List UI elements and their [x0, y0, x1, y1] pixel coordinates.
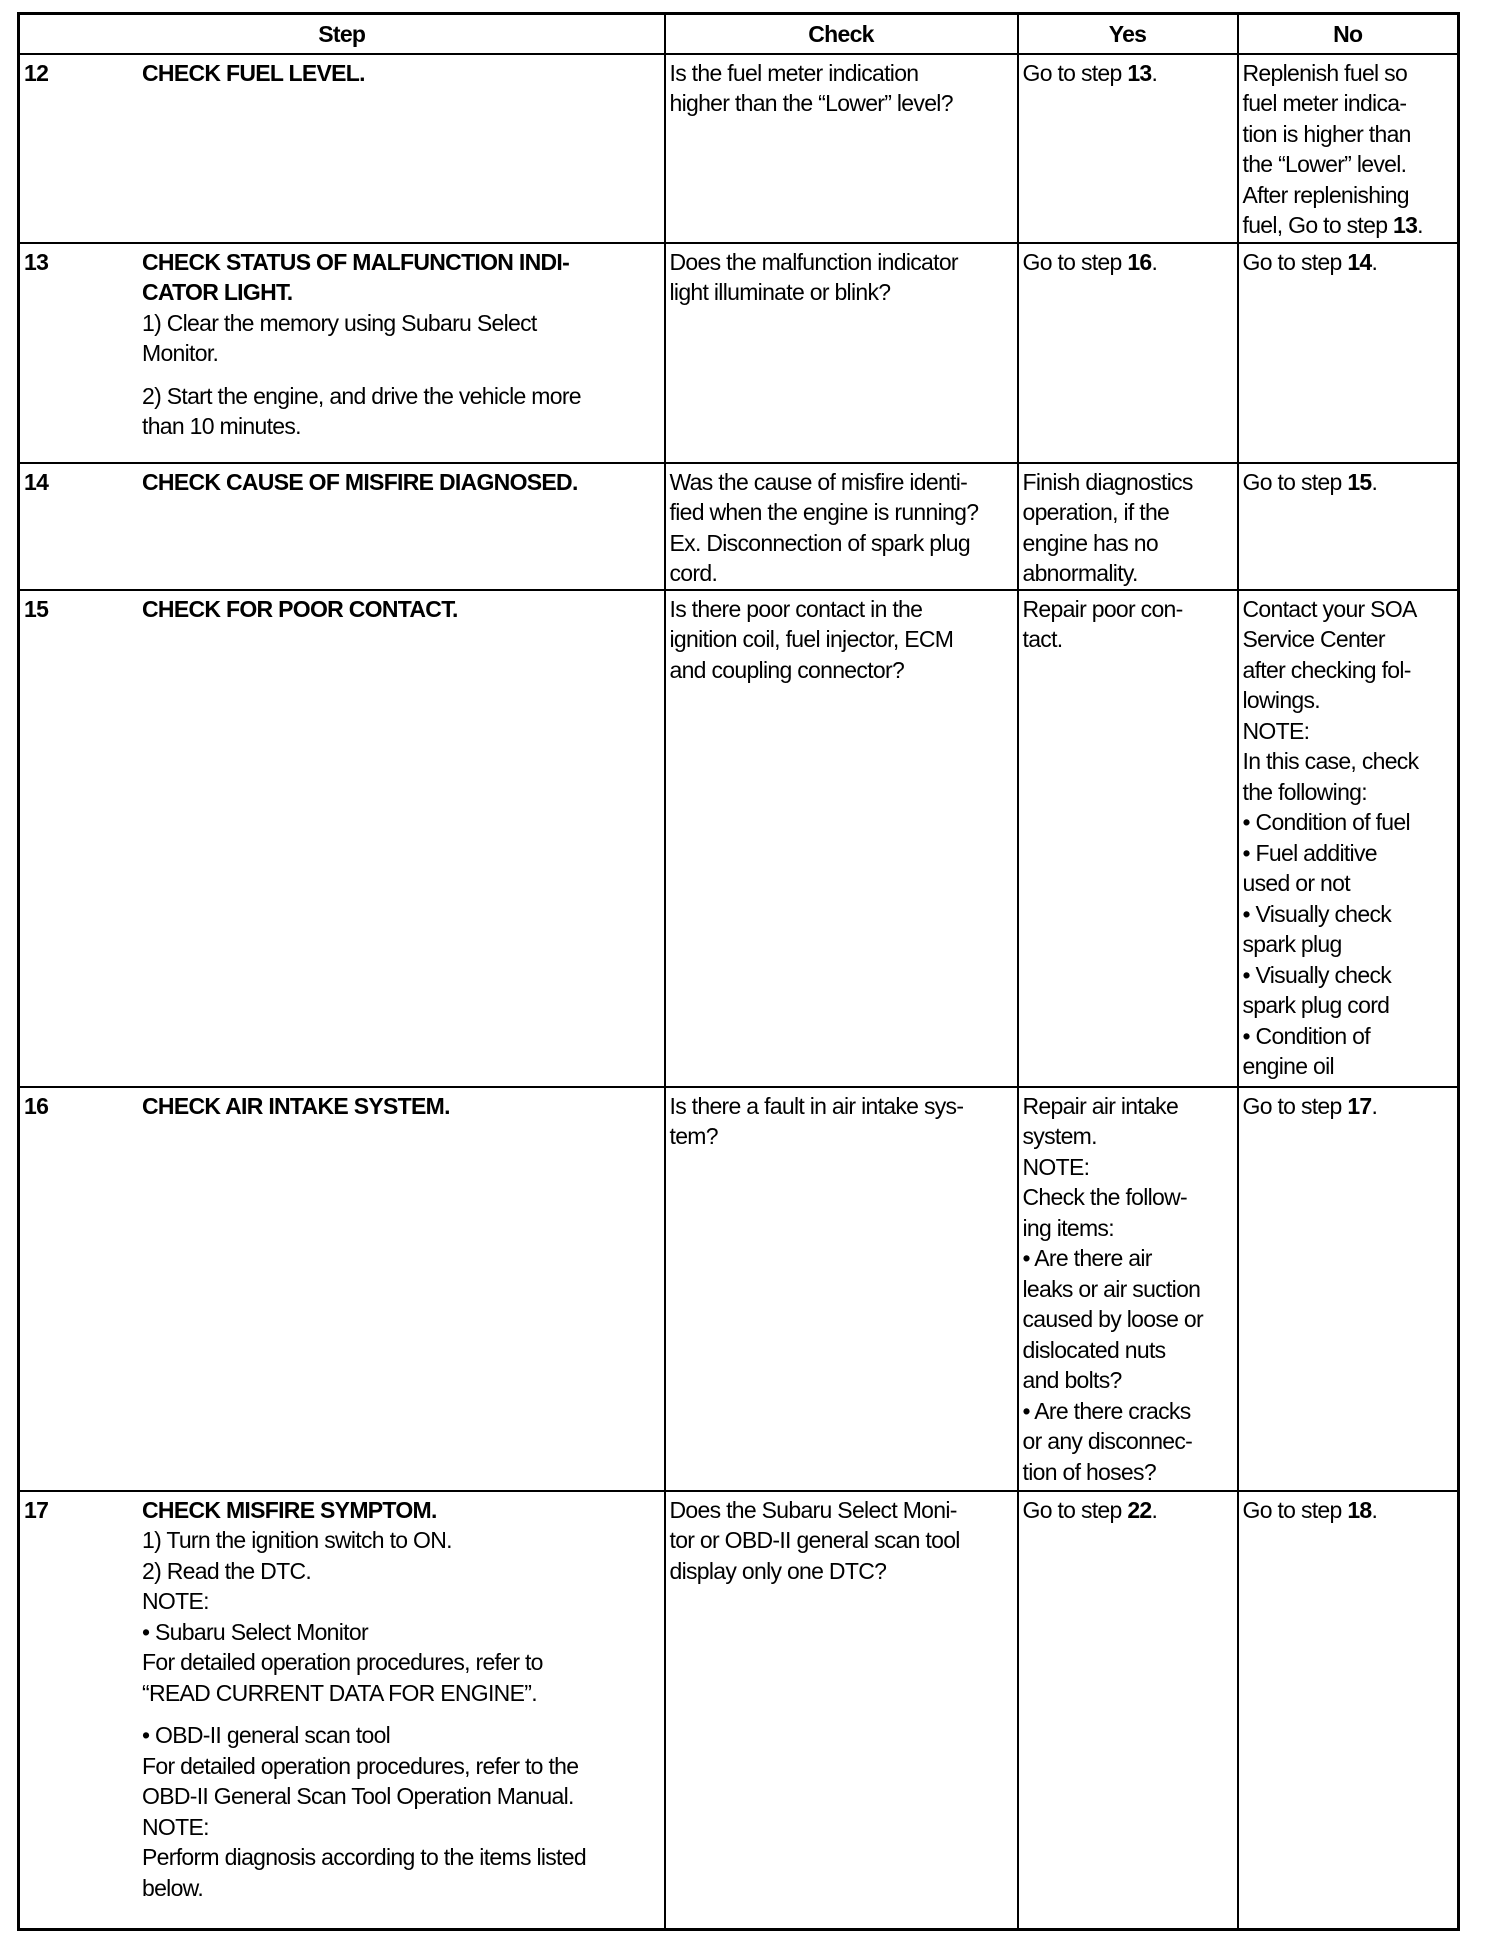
header-check: Check	[665, 14, 1018, 54]
header-step: Step	[19, 14, 665, 54]
text-segment: “READ CURRENT DATA FOR ENGINE”.	[142, 1679, 537, 1706]
text-segment: Service Center	[1242, 626, 1385, 652]
text-segment: after checking fol-	[1242, 656, 1411, 683]
text-line	[1023, 1213, 1233, 1244]
text-line	[1243, 1091, 1454, 1122]
text-segment: below.	[142, 1874, 204, 1901]
text-line	[1243, 247, 1454, 278]
table-row	[19, 463, 1459, 590]
no-cell	[1238, 1087, 1459, 1491]
text-segment: light illuminate or blink?	[669, 279, 891, 305]
bold-text: CHECK FUEL LEVEL.	[142, 59, 365, 86]
text-line	[142, 1556, 660, 1587]
text-segment: and coupling connector?	[669, 656, 905, 683]
bold-text: 15	[1347, 468, 1372, 495]
text-segment: Go to step	[1022, 1496, 1128, 1523]
text-line	[142, 369, 660, 381]
no-cell	[1238, 463, 1459, 590]
text-segment: Go to step	[1242, 248, 1348, 275]
text-segment: NOTE:	[1022, 1153, 1090, 1180]
text-segment: • Subaru Select Monitor	[142, 1618, 368, 1645]
step-number: 14	[24, 468, 49, 495]
step-description	[142, 1495, 660, 1904]
bold-text: 16	[1127, 248, 1152, 275]
step-number: 16	[24, 1092, 49, 1119]
text-segment: .	[1151, 59, 1158, 86]
check-cell	[665, 1087, 1018, 1491]
text-segment: 2) Read the DTC.	[142, 1557, 312, 1584]
text-line	[1023, 1396, 1233, 1427]
yes-cell	[1018, 1491, 1238, 1930]
text-line	[1023, 58, 1233, 89]
bold-text: CHECK CAUSE OF MISFIRE DIAGNOSED.	[142, 468, 578, 495]
yes-cell	[1018, 463, 1238, 590]
text-segment: Does the malfunction indicator	[669, 248, 958, 275]
text-line	[142, 1812, 660, 1843]
step-cell	[19, 463, 665, 590]
text-line	[142, 1495, 660, 1526]
text-line	[1023, 1426, 1233, 1457]
text-line	[670, 247, 1013, 278]
text-line	[142, 1720, 660, 1751]
bold-text: CATOR LIGHT.	[142, 279, 293, 305]
text-segment: After replenishing	[1242, 181, 1409, 208]
text-line	[670, 58, 1013, 89]
text-segment: Is the fuel meter indication	[669, 59, 919, 86]
text-segment: NOTE:	[142, 1813, 209, 1840]
text-line	[1243, 1495, 1454, 1526]
text-line	[1243, 88, 1454, 119]
step-cell	[19, 590, 665, 1087]
text-line	[1023, 594, 1233, 625]
text-line	[1243, 594, 1454, 625]
text-segment: operation, if the	[1022, 499, 1170, 525]
text-segment: display only one DTC?	[669, 1557, 887, 1584]
check-cell	[665, 463, 1018, 590]
check-cell	[665, 1491, 1018, 1930]
step-description	[142, 247, 660, 442]
text-segment: tion is higher than	[1242, 120, 1411, 147]
text-segment: Replenish fuel so	[1242, 59, 1408, 86]
check-cell	[665, 590, 1018, 1087]
text-line	[142, 467, 660, 498]
text-line	[1243, 210, 1454, 241]
text-segment: Repair air intake	[1022, 1092, 1179, 1119]
text-segment: .	[1417, 212, 1423, 238]
text-line	[1243, 929, 1454, 960]
text-segment: Is there a fault in air intake sys-	[669, 1092, 964, 1119]
text-line	[670, 594, 1013, 625]
bold-text: CHECK STATUS OF MALFUNCTION INDI-	[142, 248, 570, 275]
step-description	[142, 58, 660, 89]
text-segment: Go to step	[1022, 59, 1128, 86]
text-line	[1243, 467, 1454, 498]
text-line	[1243, 624, 1454, 655]
text-line	[670, 1525, 1013, 1556]
text-segment: lowings.	[1242, 687, 1320, 713]
text-line	[142, 1842, 660, 1873]
text-segment: OBD-II General Scan Tool Operation Manual.	[142, 1783, 574, 1809]
text-segment: tion of hoses?	[1022, 1458, 1156, 1485]
text-line	[1243, 990, 1454, 1021]
text-line	[142, 1751, 660, 1782]
text-segment: • Visually check	[1242, 961, 1392, 988]
text-segment: dislocated nuts	[1022, 1336, 1166, 1363]
text-segment: used or not	[1242, 870, 1350, 896]
text-segment: Go to step	[1022, 248, 1128, 275]
bold-text: CHECK FOR POOR CONTACT.	[142, 595, 458, 622]
text-segment: .	[1151, 1496, 1158, 1523]
text-line	[142, 1873, 660, 1904]
text-line	[670, 624, 1013, 655]
text-segment: fied when the engine is running?	[669, 499, 979, 525]
table-row	[19, 1087, 1459, 1491]
text-line	[1023, 467, 1233, 498]
text-line	[1023, 497, 1233, 528]
text-segment: spark plug cord	[1242, 992, 1390, 1018]
text-segment: than 10 minutes.	[142, 413, 301, 439]
header-row	[19, 14, 1459, 54]
text-line	[1023, 1243, 1233, 1274]
text-line	[1023, 1091, 1233, 1122]
text-segment: Monitor.	[142, 340, 219, 366]
text-line	[1243, 119, 1454, 150]
text-segment: • OBD-II general scan tool	[142, 1722, 391, 1748]
bold-text: CHECK AIR INTAKE SYSTEM.	[142, 1092, 450, 1119]
text-segment: • Condition of	[1242, 1022, 1370, 1049]
text-line	[142, 411, 660, 442]
text-segment: and bolts?	[1022, 1367, 1122, 1393]
text-line	[670, 1121, 1013, 1152]
text-line	[142, 1586, 660, 1617]
text-segment: NOTE:	[1242, 717, 1310, 744]
text-line	[1023, 1457, 1233, 1488]
text-line	[670, 88, 1013, 119]
text-line	[142, 247, 660, 278]
text-segment: abnormality.	[1022, 560, 1138, 586]
text-segment: For detailed operation procedures, refer to	[142, 1649, 543, 1675]
text-segment: 2) Start the engine, and drive the vehicle more	[142, 382, 581, 409]
text-line	[1023, 528, 1233, 559]
text-segment: leaks or air suction	[1022, 1275, 1201, 1302]
text-line	[1023, 558, 1233, 589]
text-line	[142, 58, 660, 89]
text-segment: tact.	[1022, 626, 1063, 652]
text-line	[1023, 1274, 1233, 1305]
text-line	[1243, 960, 1454, 991]
text-segment: or any disconnec-	[1022, 1428, 1193, 1454]
text-line	[1023, 624, 1233, 655]
text-line	[1243, 807, 1454, 838]
table-row	[19, 54, 1459, 243]
text-segment: .	[1371, 248, 1378, 275]
text-line	[670, 558, 1013, 589]
text-segment: Ex. Disconnection of spark plug	[669, 529, 970, 556]
text-segment: system.	[1022, 1123, 1097, 1149]
text-line	[142, 594, 660, 625]
step-cell	[19, 1491, 665, 1930]
text-line	[1023, 1152, 1233, 1183]
text-line	[1243, 868, 1454, 899]
text-segment: • Are there cracks	[1022, 1397, 1191, 1424]
text-line	[1243, 149, 1454, 180]
text-segment: .	[1371, 1496, 1378, 1523]
text-segment: .	[1371, 468, 1378, 495]
text-segment: ignition coil, fuel injector, ECM	[669, 626, 954, 652]
no-cell	[1238, 1491, 1459, 1930]
header-yes: Yes	[1018, 14, 1238, 54]
no-cell	[1238, 243, 1459, 463]
text-line	[142, 1678, 660, 1709]
text-segment: the following:	[1242, 778, 1367, 805]
text-segment: tor or OBD-II general scan tool	[669, 1527, 960, 1553]
text-line	[1023, 1365, 1233, 1396]
step-cell	[19, 54, 665, 243]
text-line	[142, 277, 660, 308]
table-row	[19, 1491, 1459, 1930]
step-description	[142, 594, 660, 625]
bold-text: 22	[1127, 1496, 1152, 1523]
step-number: 15	[24, 595, 49, 622]
text-line	[142, 308, 660, 339]
check-cell	[665, 54, 1018, 243]
text-segment: Finish diagnostics	[1022, 468, 1193, 495]
bold-text: 14	[1347, 248, 1372, 275]
text-segment: Contact your SOA	[1242, 595, 1417, 622]
text-segment: NOTE:	[142, 1588, 209, 1614]
text-segment: fuel meter indica-	[1242, 90, 1407, 116]
text-line	[142, 1091, 660, 1122]
check-cell	[665, 243, 1018, 463]
text-line	[670, 1556, 1013, 1587]
text-segment: .	[1371, 1092, 1378, 1119]
text-line	[1243, 838, 1454, 869]
text-line	[1243, 1021, 1454, 1052]
text-segment: • Fuel additive	[1242, 839, 1377, 866]
text-segment: Check the follow-	[1022, 1184, 1188, 1210]
text-line	[142, 1708, 660, 1720]
text-line	[1243, 777, 1454, 808]
text-line	[1023, 1304, 1233, 1335]
text-line	[1243, 746, 1454, 777]
no-cell	[1238, 590, 1459, 1087]
text-segment: the “Lower” level.	[1242, 151, 1407, 177]
text-segment: higher than the “Lower” level?	[669, 90, 953, 116]
table-row	[19, 590, 1459, 1087]
text-line	[1023, 1182, 1233, 1213]
step-number: 17	[24, 1496, 49, 1523]
text-segment: Go to step	[1242, 1496, 1348, 1523]
bold-text: 13	[1392, 212, 1418, 238]
step-number: 12	[24, 59, 49, 86]
header-no: No	[1238, 14, 1459, 54]
text-line	[142, 338, 660, 369]
text-line	[142, 1617, 660, 1648]
text-segment: • Visually check	[1242, 900, 1392, 927]
yes-cell	[1018, 590, 1238, 1087]
text-segment: fuel, Go to step	[1242, 212, 1393, 238]
text-segment: .	[1151, 248, 1158, 275]
step-number: 13	[24, 248, 49, 275]
text-segment: Does the Subaru Select Moni-	[669, 1496, 957, 1523]
text-segment: spark plug	[1242, 931, 1342, 957]
text-segment: Go to step	[1242, 468, 1348, 495]
bold-text: 17	[1347, 1092, 1372, 1119]
text-segment: Repair poor con-	[1022, 595, 1183, 622]
step-description	[142, 467, 660, 498]
text-segment: • Are there air	[1022, 1245, 1152, 1271]
bold-text: 13	[1127, 59, 1152, 86]
text-segment: cord.	[669, 560, 718, 586]
text-line	[1243, 1051, 1454, 1082]
text-line	[670, 467, 1013, 498]
step-cell	[19, 1087, 665, 1491]
text-segment: engine oil	[1242, 1053, 1334, 1079]
text-line	[1243, 58, 1454, 89]
text-line	[670, 277, 1013, 308]
text-segment: For detailed operation procedures, refer to the	[142, 1752, 579, 1779]
text-segment: • Condition of fuel	[1242, 809, 1410, 835]
text-segment: tem?	[669, 1123, 718, 1149]
yes-cell	[1018, 54, 1238, 243]
text-segment: ing items:	[1022, 1214, 1114, 1241]
text-line	[142, 1647, 660, 1678]
text-segment: In this case, check	[1242, 748, 1419, 774]
text-segment: Perform diagnosis according to the items listed	[142, 1844, 586, 1870]
text-line	[1023, 1495, 1233, 1526]
text-line	[1023, 247, 1233, 278]
step-description	[142, 1091, 660, 1122]
text-line	[142, 381, 660, 412]
text-segment: 1) Turn the ignition switch to ON.	[142, 1527, 452, 1553]
text-line	[1243, 899, 1454, 930]
text-segment: Go to step	[1242, 1092, 1348, 1119]
text-line	[1243, 716, 1454, 747]
text-line	[142, 1525, 660, 1556]
diagnostic-table	[17, 12, 1460, 1931]
text-line	[1243, 685, 1454, 716]
text-line	[670, 655, 1013, 686]
text-line	[1023, 1121, 1233, 1152]
yes-cell	[1018, 243, 1238, 463]
no-cell	[1238, 54, 1459, 243]
text-segment: Is there poor contact in the	[669, 595, 923, 622]
text-segment: engine has no	[1022, 529, 1158, 556]
text-line	[670, 497, 1013, 528]
text-line	[670, 528, 1013, 559]
text-line	[670, 1495, 1013, 1526]
step-cell	[19, 243, 665, 463]
text-segment: Was the cause of misfire identi-	[669, 468, 968, 495]
text-line	[1243, 180, 1454, 211]
text-line	[670, 1091, 1013, 1122]
text-line	[1023, 1335, 1233, 1366]
table-row	[19, 243, 1459, 463]
text-line	[142, 1781, 660, 1812]
bold-text: 18	[1347, 1496, 1372, 1523]
text-segment: 1) Clear the memory using Subaru Select	[142, 309, 537, 336]
text-line	[1243, 655, 1454, 686]
bold-text: CHECK MISFIRE SYMPTOM.	[142, 1496, 437, 1523]
text-segment: caused by loose or	[1022, 1306, 1203, 1332]
yes-cell	[1018, 1087, 1238, 1491]
